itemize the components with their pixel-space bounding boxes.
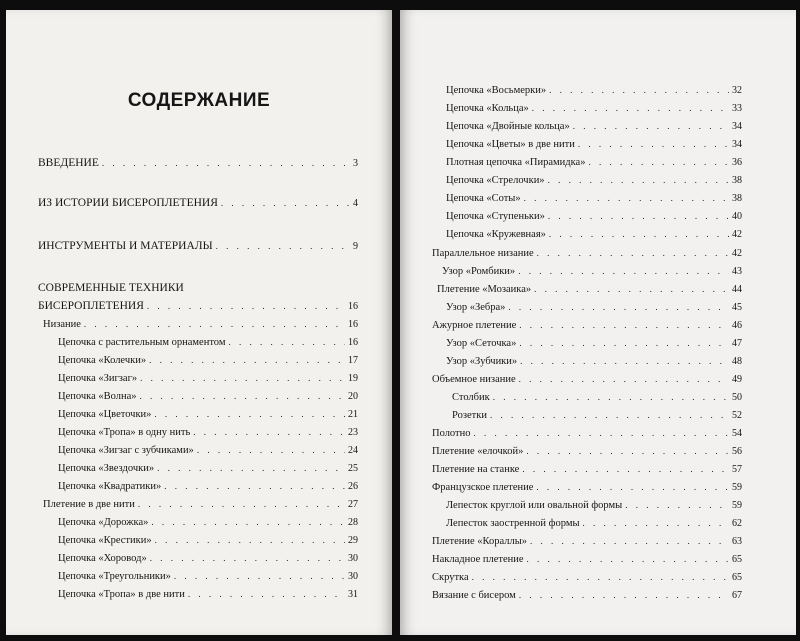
entry-page-number: 29	[348, 535, 358, 546]
toc-entry	[38, 196, 358, 211]
entry-label: Цепочка «Соты»	[446, 193, 521, 204]
entry-page-number: 24	[348, 445, 358, 456]
entry-label: Цепочка «Тропа» в две нити	[58, 589, 185, 600]
entry-page-number: 63	[732, 536, 742, 547]
dot-leader	[518, 264, 729, 278]
dot-leader	[216, 239, 350, 253]
entry-page-number: 36	[732, 157, 742, 168]
toc-entry	[432, 570, 742, 585]
entry-page-number: 3	[353, 158, 358, 169]
entry-page-number: 26	[348, 481, 358, 492]
toc-entry	[446, 119, 742, 134]
entry-label: БИСЕРОПЛЕТЕНИЯ	[38, 300, 144, 312]
entry-label: Французское плетение	[432, 482, 534, 493]
entry-label: Цепочка «Кружевная»	[446, 229, 546, 240]
entry-label: Розетки	[452, 410, 487, 421]
dot-leader	[221, 196, 350, 210]
dot-leader	[548, 209, 729, 223]
entry-page-number: 56	[732, 446, 742, 457]
entry-label: Плетение «елочкой»	[432, 446, 524, 457]
toc-entry	[43, 317, 358, 332]
entry-label: Лепесток заостренной формы	[446, 518, 580, 529]
entry-label: ВВЕДЕНИЕ	[38, 157, 99, 169]
dot-leader	[490, 408, 729, 422]
entry-page-number: 28	[348, 517, 358, 528]
entry-page-number: 43	[732, 266, 742, 277]
entry-label: Цепочка «Зигзаг с зубчиками»	[58, 445, 194, 456]
entry-page-number: 16	[348, 319, 358, 330]
entry-label: Цепочка «Дорожка»	[58, 517, 149, 528]
entry-page-number: 25	[348, 463, 358, 474]
dot-leader	[164, 479, 345, 493]
entry-page-number: 40	[732, 211, 742, 222]
toc-entry	[58, 479, 358, 494]
dot-leader	[519, 336, 729, 350]
entry-label: Накладное плетение	[432, 554, 524, 565]
toc-entry	[58, 335, 358, 350]
entry-page-number: 65	[732, 572, 742, 583]
dot-leader	[188, 587, 345, 601]
toc-entry	[58, 551, 358, 566]
entry-page-number: 27	[348, 499, 358, 510]
dot-leader	[519, 318, 729, 332]
entry-page-number: 57	[732, 464, 742, 475]
entry-label: Цепочка «Крестики»	[58, 535, 152, 546]
entry-page-number: 47	[732, 338, 742, 349]
toc-entry	[58, 533, 358, 548]
entry-label: Узор «Ромбики»	[442, 266, 516, 277]
entry-page-number: 34	[732, 139, 742, 150]
dot-leader	[157, 461, 345, 475]
toc-entry	[432, 534, 742, 549]
entry-page-number: 16	[348, 301, 358, 312]
dot-leader	[139, 389, 345, 403]
toc-entry	[38, 299, 358, 314]
entry-label: Узор «Зубчики»	[446, 356, 518, 367]
dot-leader	[549, 83, 729, 97]
toc-entry	[432, 372, 742, 387]
dot-leader	[519, 372, 729, 386]
toc-entry	[58, 515, 358, 530]
dot-leader	[520, 354, 729, 368]
entry-page-number: 30	[348, 553, 358, 564]
dot-leader	[625, 498, 729, 512]
dot-leader	[588, 155, 729, 169]
entry-label: Плетение в две нити	[43, 499, 135, 510]
dot-leader	[536, 480, 729, 494]
entry-label: Плетение на станке	[432, 464, 520, 475]
entry-label: Низание	[43, 319, 81, 330]
dot-leader	[519, 588, 729, 602]
dot-leader	[193, 425, 345, 439]
entry-page-number: 32	[732, 85, 742, 96]
dot-leader	[508, 300, 729, 314]
entry-label: Цепочка «Тропа» в одну нить	[58, 427, 191, 438]
entry-page-number: 45	[732, 302, 742, 313]
toc-entry	[446, 209, 742, 224]
toc-entry	[58, 425, 358, 440]
dot-leader	[228, 335, 345, 349]
entry-label: Цепочка «Квадратики»	[58, 481, 162, 492]
entry-label: Цепочка «Колечки»	[58, 355, 147, 366]
dot-leader	[138, 497, 345, 511]
entry-label: Цепочка «Стрелочки»	[446, 175, 545, 186]
dot-leader	[530, 534, 729, 548]
entry-label: Узор «Сеточка»	[446, 338, 517, 349]
dot-leader	[197, 443, 345, 457]
entry-page-number: 19	[348, 373, 358, 384]
entry-label: Ажурное плетение	[432, 320, 517, 331]
entry-label: Плотная цепочка «Пирамидка»	[446, 157, 586, 168]
entry-page-number: 46	[732, 320, 742, 331]
entry-page-number: 38	[732, 175, 742, 186]
entry-label: Цепочка «Зигзаг»	[58, 373, 138, 384]
toc-entry	[442, 264, 742, 279]
entry-label: ИЗ ИСТОРИИ БИСЕРОПЛЕТЕНИЯ	[38, 197, 218, 209]
entry-page-number: 16	[348, 337, 358, 348]
entry-label: Плетение «Мозаика»	[437, 284, 532, 295]
dot-leader	[526, 444, 729, 458]
entry-page-number: 34	[732, 121, 742, 132]
entry-label: Цепочка «Ступеньки»	[446, 211, 545, 222]
entry-label: Полотно	[432, 428, 471, 439]
toc-entry	[432, 444, 742, 459]
toc-entry	[58, 407, 358, 422]
entry-label: Цепочка «Цветы» в две нити	[446, 139, 575, 150]
entry-page-number: 67	[732, 590, 742, 601]
entry-label: Плетение «Кораллы»	[432, 536, 528, 547]
entry-label: Цепочка «Треугольники»	[58, 571, 171, 582]
toc-entry	[446, 101, 742, 116]
dot-leader	[527, 552, 729, 566]
dot-leader	[532, 101, 729, 115]
entry-label: ИНСТРУМЕНТЫ И МАТЕРИАЛЫ	[38, 240, 213, 252]
entry-label: Скрутка	[432, 572, 469, 583]
toc-entry	[432, 588, 742, 603]
entry-page-number: 65	[732, 554, 742, 565]
dot-leader	[522, 462, 729, 476]
toc-entry	[446, 354, 742, 369]
toc-title: СОДЕРЖАНИЕ	[127, 90, 271, 111]
entry-page-number: 59	[732, 482, 742, 493]
toc-entry	[446, 155, 742, 170]
toc-entry	[432, 462, 742, 477]
toc-entry	[43, 497, 358, 512]
dot-leader	[140, 371, 345, 385]
entry-page-number: 50	[732, 392, 742, 403]
entry-page-number: 30	[348, 571, 358, 582]
dot-leader	[548, 173, 729, 187]
entry-label: Цепочка «Волна»	[58, 391, 137, 402]
right-page	[400, 10, 796, 635]
toc-entry	[446, 336, 742, 351]
toc-entry	[58, 569, 358, 584]
entry-label: Цепочка «Восьмерки»	[446, 85, 547, 96]
toc-entry	[446, 191, 742, 206]
toc-entry	[432, 318, 742, 333]
entry-label: Узор «Зебра»	[446, 302, 506, 313]
toc-entry	[446, 498, 742, 513]
dot-leader	[549, 227, 729, 241]
toc-entry	[58, 371, 358, 386]
toc-entry	[58, 443, 358, 458]
entry-page-number: 38	[732, 193, 742, 204]
toc-entry	[432, 480, 742, 495]
toc-entry	[446, 173, 742, 188]
toc-entry	[446, 227, 742, 242]
toc-entry	[432, 246, 742, 261]
dot-leader	[150, 551, 345, 565]
left-page	[6, 10, 392, 635]
entry-page-number: 9	[353, 241, 358, 252]
dot-leader	[147, 299, 345, 313]
entry-page-number: 52	[732, 410, 742, 421]
toc-entry	[38, 239, 358, 254]
entry-page-number: 44	[732, 284, 742, 295]
toc-entry	[446, 137, 742, 152]
toc-entry	[446, 83, 742, 98]
dot-leader	[102, 156, 350, 170]
dot-leader	[474, 426, 729, 440]
entry-label: Столбик	[452, 392, 490, 403]
dot-leader	[84, 317, 345, 331]
entry-page-number: 59	[732, 500, 742, 511]
toc-entry	[452, 390, 742, 405]
entry-page-number: 42	[732, 229, 742, 240]
dot-leader	[155, 533, 345, 547]
toc-entry	[446, 516, 742, 531]
entry-page-number: 49	[732, 374, 742, 385]
entry-page-number: 31	[348, 589, 358, 600]
toc-entry	[432, 552, 742, 567]
toc-entry	[58, 353, 358, 368]
entry-page-number: 54	[732, 428, 742, 439]
toc-entry	[38, 156, 358, 171]
toc-entry	[58, 389, 358, 404]
entry-label: Цепочка «Цветочки»	[58, 409, 152, 420]
dot-leader	[534, 282, 729, 296]
entry-label: Цепочка «Звездочки»	[58, 463, 155, 474]
dot-leader	[537, 246, 729, 260]
entry-page-number: 42	[732, 248, 742, 259]
toc-entry	[452, 408, 742, 423]
section-heading: СОВРЕМЕННЫЕ ТЕХНИКИ	[38, 282, 184, 294]
entry-page-number: 33	[732, 103, 742, 114]
dot-leader	[573, 119, 729, 133]
entry-label: Вязание с бисером	[432, 590, 516, 601]
entry-label: Цепочка «Кольца»	[446, 103, 529, 114]
entry-label: Цепочка с растительным орнаментом	[58, 337, 226, 348]
toc-entry	[58, 461, 358, 476]
dot-leader	[151, 515, 345, 529]
dot-leader	[578, 137, 729, 151]
entry-page-number: 23	[348, 427, 358, 438]
entry-label: Объемное низание	[432, 374, 516, 385]
entry-page-number: 21	[348, 409, 358, 420]
toc-entry	[437, 282, 742, 297]
dot-leader	[174, 569, 345, 583]
entry-page-number: 62	[732, 518, 742, 529]
dot-leader	[493, 390, 729, 404]
dot-leader	[149, 353, 345, 367]
entry-page-number: 17	[348, 355, 358, 366]
entry-label: Лепесток круглой или овальной формы	[446, 500, 623, 511]
dot-leader	[154, 407, 345, 421]
entry-label: Параллельное низание	[432, 248, 534, 259]
toc-entry	[446, 300, 742, 315]
dot-leader	[472, 570, 729, 584]
entry-label: Цепочка «Хоровод»	[58, 553, 147, 564]
entry-page-number: 48	[732, 356, 742, 367]
entry-label: Цепочка «Двойные кольца»	[446, 121, 570, 132]
entry-page-number: 4	[353, 198, 358, 209]
dot-leader	[524, 191, 729, 205]
toc-entry	[58, 587, 358, 602]
toc-entry	[432, 426, 742, 441]
dot-leader	[583, 516, 729, 530]
entry-page-number: 20	[348, 391, 358, 402]
